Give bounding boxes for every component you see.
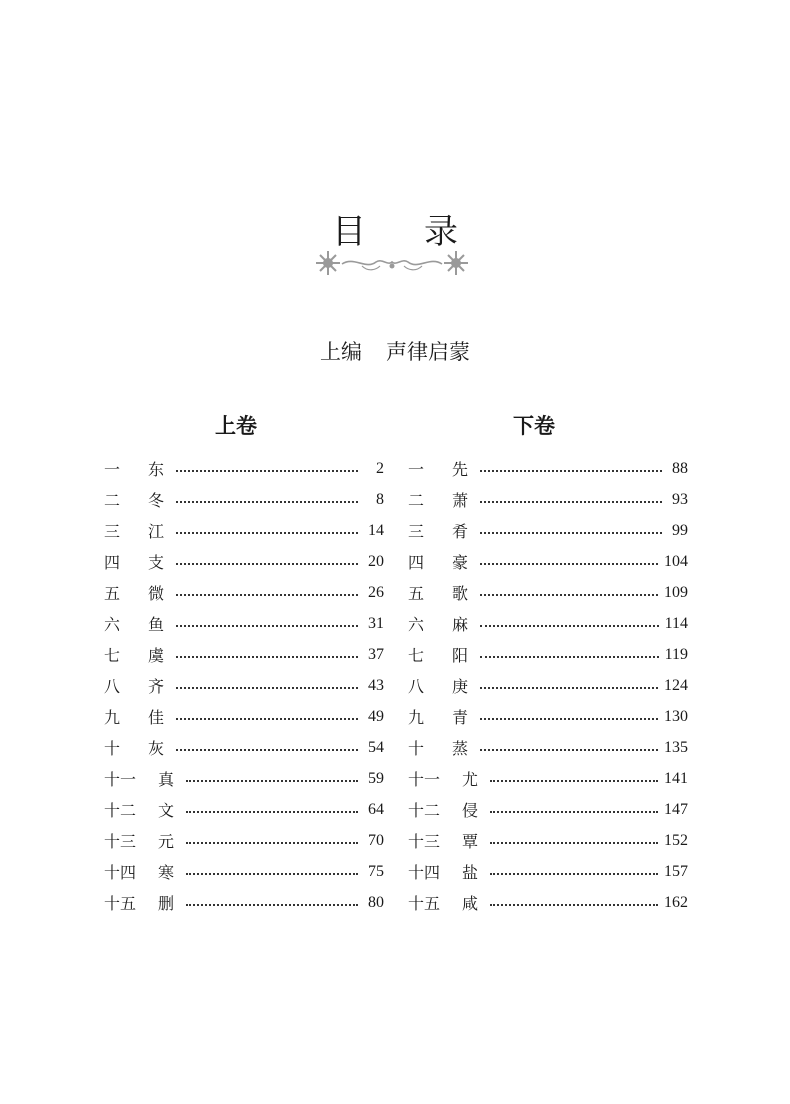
toc-entry[interactable] bbox=[408, 546, 688, 577]
toc-entry[interactable] bbox=[408, 453, 688, 484]
part-name: 声律启蒙 bbox=[386, 340, 470, 364]
toc-entry[interactable] bbox=[104, 732, 384, 763]
entry-page-number: 130 bbox=[664, 707, 688, 725]
entry-number: 十二 bbox=[408, 801, 441, 820]
entry-page-number: 64 bbox=[368, 800, 384, 818]
entry-page-number: 109 bbox=[664, 583, 688, 601]
toc-entry[interactable] bbox=[408, 887, 688, 918]
entry-title: 佳 bbox=[148, 708, 165, 727]
toc-entry[interactable] bbox=[408, 701, 688, 732]
entry-number: 二 bbox=[408, 491, 425, 510]
entry-page-number: 93 bbox=[672, 490, 688, 508]
entry-page-number: 2 bbox=[376, 459, 384, 477]
dot-leader bbox=[480, 562, 658, 565]
entry-title: 尤 bbox=[462, 770, 479, 789]
entry-page-number: 75 bbox=[368, 862, 384, 880]
entry-title: 庚 bbox=[452, 677, 469, 696]
entry-title: 阳 bbox=[452, 646, 469, 665]
entry-title: 鱼 bbox=[148, 615, 165, 634]
dot-leader bbox=[480, 531, 662, 534]
toc-entry[interactable] bbox=[104, 887, 384, 918]
entry-page-number: 99 bbox=[672, 521, 688, 539]
toc-entry[interactable] bbox=[408, 484, 688, 515]
dot-leader bbox=[176, 748, 358, 751]
entry-number: 六 bbox=[408, 615, 425, 634]
entry-page-number: 162 bbox=[664, 893, 688, 911]
entry-number: 十三 bbox=[104, 832, 137, 851]
dot-leader bbox=[176, 593, 358, 596]
toc-entry[interactable] bbox=[104, 856, 384, 887]
entry-number: 十五 bbox=[408, 894, 441, 913]
entry-title: 肴 bbox=[452, 522, 469, 541]
dot-leader bbox=[186, 903, 358, 906]
dot-leader bbox=[490, 841, 658, 844]
toc-entry[interactable] bbox=[104, 484, 384, 515]
entry-number: 十三 bbox=[408, 832, 441, 851]
entry-number: 一 bbox=[104, 460, 121, 479]
entry-number: 五 bbox=[104, 584, 121, 603]
entry-page-number: 114 bbox=[664, 614, 688, 632]
entry-number: 十一 bbox=[104, 770, 137, 789]
dot-leader bbox=[480, 717, 658, 720]
toc-entry[interactable] bbox=[408, 577, 688, 608]
toc-entry[interactable] bbox=[104, 763, 384, 794]
entry-title: 灰 bbox=[148, 739, 165, 758]
dot-leader bbox=[480, 624, 659, 627]
entry-page-number: 31 bbox=[368, 614, 384, 632]
toc-entry[interactable] bbox=[104, 825, 384, 856]
entry-title: 覃 bbox=[462, 832, 479, 851]
dot-leader bbox=[186, 872, 358, 875]
entry-title: 东 bbox=[148, 460, 165, 479]
entry-title: 冬 bbox=[148, 491, 165, 510]
toc-entry[interactable] bbox=[408, 515, 688, 546]
dot-leader bbox=[480, 655, 659, 658]
entry-title: 青 bbox=[452, 708, 469, 727]
entry-title: 微 bbox=[148, 584, 165, 603]
dot-leader bbox=[176, 469, 358, 472]
entry-page-number: 104 bbox=[664, 552, 688, 570]
entry-number: 十一 bbox=[408, 770, 441, 789]
toc-entry[interactable] bbox=[408, 856, 688, 887]
entry-number: 十 bbox=[104, 739, 121, 758]
toc-entry[interactable] bbox=[408, 825, 688, 856]
entry-page-number: 20 bbox=[368, 552, 384, 570]
toc-entry[interactable] bbox=[408, 670, 688, 701]
entry-page-number: 147 bbox=[664, 800, 688, 818]
toc-entry[interactable] bbox=[104, 515, 384, 546]
entry-number: 九 bbox=[408, 708, 425, 727]
entry-number: 四 bbox=[408, 553, 425, 572]
toc-entry[interactable] bbox=[104, 453, 384, 484]
toc-entry[interactable] bbox=[104, 577, 384, 608]
flourish-ornament-icon bbox=[314, 248, 470, 278]
dot-leader bbox=[176, 686, 358, 689]
part-title bbox=[0, 336, 790, 366]
volume-title-upper: 上卷 bbox=[215, 414, 257, 438]
entry-page-number: 119 bbox=[664, 645, 688, 663]
entry-title: 豪 bbox=[452, 553, 469, 572]
toc-entry[interactable] bbox=[104, 794, 384, 825]
entry-number: 十四 bbox=[104, 863, 137, 882]
toc-entry[interactable] bbox=[408, 794, 688, 825]
entry-number: 十 bbox=[408, 739, 425, 758]
toc-column-lower bbox=[408, 453, 688, 918]
entry-number: 十五 bbox=[104, 894, 137, 913]
entry-page-number: 54 bbox=[368, 738, 384, 756]
entry-title: 咸 bbox=[462, 894, 479, 913]
entry-number: 三 bbox=[408, 522, 425, 541]
toc-entry[interactable] bbox=[408, 639, 688, 670]
entry-number: 八 bbox=[104, 677, 121, 696]
entry-title: 盐 bbox=[462, 863, 479, 882]
entry-page-number: 70 bbox=[368, 831, 384, 849]
toc-entry[interactable] bbox=[408, 732, 688, 763]
page-title: 目录 bbox=[332, 212, 516, 252]
entry-number: 一 bbox=[408, 460, 425, 479]
entry-title: 支 bbox=[148, 553, 165, 572]
entry-page-number: 152 bbox=[664, 831, 688, 849]
dot-leader bbox=[186, 779, 358, 782]
entry-title: 元 bbox=[158, 832, 175, 851]
dot-leader bbox=[480, 686, 658, 689]
entry-page-number: 80 bbox=[368, 893, 384, 911]
entry-title: 虞 bbox=[148, 646, 165, 665]
entry-page-number: 135 bbox=[664, 738, 688, 756]
entry-title: 萧 bbox=[452, 491, 469, 510]
entry-number: 十四 bbox=[408, 863, 441, 882]
dot-leader bbox=[480, 500, 662, 503]
entry-title: 江 bbox=[148, 522, 165, 541]
toc-entry[interactable] bbox=[104, 701, 384, 732]
entry-page-number: 43 bbox=[368, 676, 384, 694]
dot-leader bbox=[176, 624, 358, 627]
toc-entry[interactable] bbox=[104, 670, 384, 701]
toc-entry[interactable] bbox=[104, 608, 384, 639]
dot-leader bbox=[186, 841, 358, 844]
dot-leader bbox=[490, 779, 658, 782]
dot-leader bbox=[490, 872, 658, 875]
toc-column-upper bbox=[104, 453, 384, 918]
toc-entry[interactable] bbox=[408, 763, 688, 794]
entry-title: 寒 bbox=[158, 863, 175, 882]
entry-number: 九 bbox=[104, 708, 121, 727]
entry-page-number: 88 bbox=[672, 459, 688, 477]
entry-page-number: 37 bbox=[368, 645, 384, 663]
dot-leader bbox=[480, 748, 658, 751]
dot-leader bbox=[490, 810, 658, 813]
entry-page-number: 14 bbox=[368, 521, 384, 539]
dot-leader bbox=[176, 562, 358, 565]
entry-page-number: 26 bbox=[368, 583, 384, 601]
entry-number: 八 bbox=[408, 677, 425, 696]
entry-number: 二 bbox=[104, 491, 121, 510]
dot-leader bbox=[176, 500, 358, 503]
entry-title: 齐 bbox=[148, 677, 165, 696]
entry-title: 真 bbox=[158, 770, 175, 789]
entry-title: 先 bbox=[452, 460, 469, 479]
part-label: 上编 bbox=[320, 340, 362, 364]
entry-number: 四 bbox=[104, 553, 121, 572]
entry-title: 文 bbox=[158, 801, 175, 820]
entry-page-number: 59 bbox=[368, 769, 384, 787]
entry-number: 六 bbox=[104, 615, 121, 634]
dot-leader bbox=[186, 810, 358, 813]
entry-title: 蒸 bbox=[452, 739, 469, 758]
entry-number: 七 bbox=[408, 646, 425, 665]
dot-leader bbox=[480, 469, 662, 472]
volume-title-lower: 下卷 bbox=[513, 414, 555, 438]
entry-title: 侵 bbox=[462, 801, 479, 820]
entry-page-number: 124 bbox=[664, 676, 688, 694]
entry-page-number: 157 bbox=[664, 862, 688, 880]
entry-number: 五 bbox=[408, 584, 425, 603]
entry-number: 七 bbox=[104, 646, 121, 665]
toc-entry[interactable] bbox=[408, 608, 688, 639]
entry-title: 删 bbox=[158, 894, 175, 913]
entry-page-number: 8 bbox=[376, 490, 384, 508]
toc-entry[interactable] bbox=[104, 639, 384, 670]
dot-leader bbox=[176, 717, 358, 720]
entry-number: 三 bbox=[104, 522, 121, 541]
entry-number: 十二 bbox=[104, 801, 137, 820]
dot-leader bbox=[176, 655, 358, 658]
dot-leader bbox=[480, 593, 658, 596]
entry-page-number: 49 bbox=[368, 707, 384, 725]
entry-title: 麻 bbox=[452, 615, 469, 634]
entry-page-number: 141 bbox=[664, 769, 688, 787]
entry-title: 歌 bbox=[452, 584, 469, 603]
dot-leader bbox=[176, 531, 358, 534]
toc-entry[interactable] bbox=[104, 546, 384, 577]
dot-leader bbox=[490, 903, 658, 906]
